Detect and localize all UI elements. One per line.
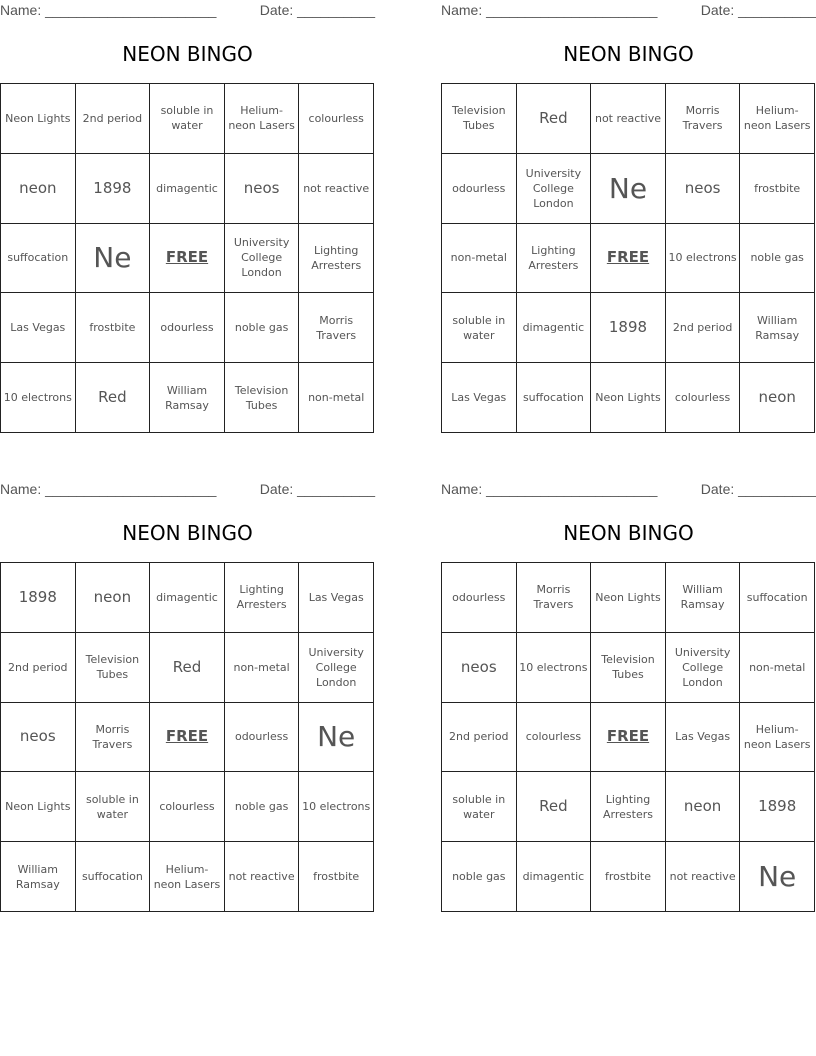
bingo-cell: Las Vegas (1, 293, 76, 363)
bingo-cell: colourless (666, 363, 741, 433)
name-field-label: Name: ______________________ (0, 2, 217, 18)
bingo-cell: dimagentic (517, 293, 592, 363)
bingo-cell: colourless (150, 772, 225, 842)
bingo-cell: not reactive (225, 842, 300, 912)
free-space: FREE (591, 224, 666, 294)
card-title: NEON BINGO (122, 521, 253, 545)
bingo-cell: not reactive (299, 154, 374, 224)
bingo-cell: 1898 (591, 293, 666, 363)
bingo-cell: Helium-neon Lasers (740, 84, 815, 154)
bingo-cell: not reactive (591, 84, 666, 154)
bingo-cell: Red (76, 363, 151, 433)
bingo-cell: 2nd period (1, 633, 76, 703)
bingo-card-3 (0, 479, 375, 914)
bingo-cell: dimagentic (150, 154, 225, 224)
bingo-cell: 10 electrons (517, 633, 592, 703)
bingo-cell: Ne (591, 154, 666, 224)
bingo-cell: Red (150, 633, 225, 703)
bingo-card-2 (441, 0, 816, 435)
bingo-cell: suffocation (517, 363, 592, 433)
name-field-label: Name: ______________________ (0, 481, 217, 497)
bingo-cell: non-metal (225, 633, 300, 703)
bingo-cell: not reactive (666, 842, 741, 912)
card-title: NEON BINGO (563, 521, 694, 545)
bingo-grid (0, 562, 374, 912)
bingo-cell: Morris Travers (76, 703, 151, 773)
bingo-cell: Lighting Arresters (517, 224, 592, 294)
bingo-cell: frostbite (299, 842, 374, 912)
bingo-cell: colourless (299, 84, 374, 154)
name-field-label: Name: ______________________ (441, 481, 658, 497)
bingo-cell: Television Tubes (225, 363, 300, 433)
bingo-cell: Red (517, 772, 592, 842)
bingo-cell: non-metal (442, 224, 517, 294)
bingo-cell: 10 electrons (1, 363, 76, 433)
bingo-cell: dimagentic (517, 842, 592, 912)
bingo-cell: Lighting Arresters (591, 772, 666, 842)
bingo-cell: neon (76, 563, 151, 633)
bingo-cell: University College London (299, 633, 374, 703)
bingo-cell: odourless (442, 154, 517, 224)
bingo-cell: odourless (442, 563, 517, 633)
bingo-cell: 2nd period (666, 293, 741, 363)
bingo-cell: 1898 (1, 563, 76, 633)
bingo-cell: noble gas (225, 772, 300, 842)
bingo-cell: William Ramsay (150, 363, 225, 433)
bingo-cell: neos (442, 633, 517, 703)
bingo-cell: dimagentic (150, 563, 225, 633)
bingo-cell: William Ramsay (666, 563, 741, 633)
name-date-line (441, 479, 816, 501)
bingo-cell: suffocation (76, 842, 151, 912)
name-date-line (441, 0, 816, 22)
bingo-cell: Lighting Arresters (299, 224, 374, 294)
bingo-cell: 10 electrons (666, 224, 741, 294)
bingo-cell: noble gas (740, 224, 815, 294)
bingo-cell: frostbite (740, 154, 815, 224)
bingo-cell: Morris Travers (299, 293, 374, 363)
bingo-card-4 (441, 479, 816, 914)
bingo-cell: William Ramsay (1, 842, 76, 912)
bingo-cell: odourless (150, 293, 225, 363)
bingo-cell: noble gas (225, 293, 300, 363)
bingo-cell: non-metal (299, 363, 374, 433)
bingo-grid (441, 83, 815, 433)
bingo-cell: Television Tubes (442, 84, 517, 154)
bingo-cell: Red (517, 84, 592, 154)
bingo-cell: Lighting Arresters (225, 563, 300, 633)
bingo-cell: odourless (225, 703, 300, 773)
free-space: FREE (150, 703, 225, 773)
bingo-cell: soluble in water (150, 84, 225, 154)
card-title: NEON BINGO (122, 42, 253, 66)
bingo-cell: 1898 (76, 154, 151, 224)
bingo-cell: Helium-neon Lasers (740, 703, 815, 773)
bingo-cell: Las Vegas (666, 703, 741, 773)
bingo-cell: Ne (76, 224, 151, 294)
bingo-cell: University College London (225, 224, 300, 294)
bingo-cell: Neon Lights (591, 363, 666, 433)
bingo-cell: Morris Travers (666, 84, 741, 154)
bingo-cell: neon (1, 154, 76, 224)
bingo-cell: 2nd period (442, 703, 517, 773)
bingo-cell: Ne (299, 703, 374, 773)
date-field-label: Date: __________ (259, 481, 375, 497)
bingo-cell: 10 electrons (299, 772, 374, 842)
date-field-label: Date: __________ (700, 2, 816, 18)
bingo-cell: soluble in water (76, 772, 151, 842)
bingo-cell: neos (1, 703, 76, 773)
date-field-label: Date: __________ (700, 481, 816, 497)
free-space: FREE (150, 224, 225, 294)
bingo-cell: neon (666, 772, 741, 842)
date-field-label: Date: __________ (259, 2, 375, 18)
bingo-cell: frostbite (76, 293, 151, 363)
name-date-line (0, 0, 375, 22)
bingo-grid (0, 83, 374, 433)
bingo-cell: colourless (517, 703, 592, 773)
bingo-cell: neon (740, 363, 815, 433)
bingo-cell: University College London (517, 154, 592, 224)
bingo-cell: Neon Lights (591, 563, 666, 633)
bingo-cell: neos (225, 154, 300, 224)
bingo-cell: Las Vegas (442, 363, 517, 433)
bingo-cell: noble gas (442, 842, 517, 912)
bingo-cell: Television Tubes (591, 633, 666, 703)
bingo-card-1 (0, 0, 375, 435)
name-date-line (0, 479, 375, 501)
bingo-cell: Television Tubes (76, 633, 151, 703)
bingo-cell: Ne (740, 842, 815, 912)
bingo-grid (441, 562, 815, 912)
bingo-cell: suffocation (740, 563, 815, 633)
bingo-cell: Helium-neon Lasers (150, 842, 225, 912)
bingo-cell: suffocation (1, 224, 76, 294)
bingo-cell: 2nd period (76, 84, 151, 154)
bingo-cell: Helium-neon Lasers (225, 84, 300, 154)
bingo-cell: non-metal (740, 633, 815, 703)
bingo-cell: Neon Lights (1, 84, 76, 154)
bingo-cell: frostbite (591, 842, 666, 912)
bingo-cell: soluble in water (442, 293, 517, 363)
card-title: NEON BINGO (563, 42, 694, 66)
bingo-cell: William Ramsay (740, 293, 815, 363)
bingo-cell: Neon Lights (1, 772, 76, 842)
bingo-cell: Las Vegas (299, 563, 374, 633)
name-field-label: Name: ______________________ (441, 2, 658, 18)
bingo-cell: neos (666, 154, 741, 224)
bingo-cell: 1898 (740, 772, 815, 842)
bingo-cell: University College London (666, 633, 741, 703)
free-space: FREE (591, 703, 666, 773)
bingo-cell: soluble in water (442, 772, 517, 842)
bingo-cell: Morris Travers (517, 563, 592, 633)
